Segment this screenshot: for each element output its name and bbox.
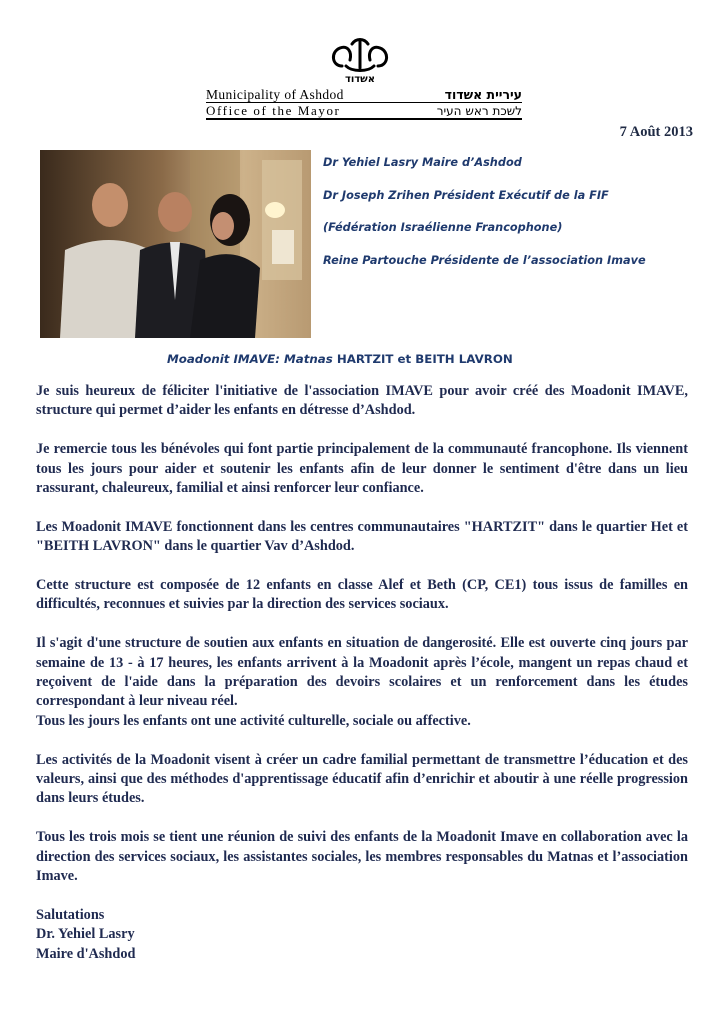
letterhead-line-mayor-office — [206, 103, 522, 120]
municipality-he: עיריית אשדוד — [444, 87, 522, 102]
body-paragraph: Tous les trois mois se tient une réunion de suivi des enfants de la Moadonit Imave en collaboration avec la direction des services sociaux, les assistantes sociales, les membres responsables du Matnas et l’association Imave. — [36, 829, 688, 885]
recipient-line: Dr Joseph Zrihen Président Exécutif de la FIF — [323, 188, 609, 202]
signer-title: Maire d'Ashdod — [36, 945, 136, 962]
signer-name: Dr. Yehiel Lasry — [36, 926, 135, 943]
municipality-en: Municipality of Ashdod — [206, 87, 344, 102]
signature-block — [36, 906, 688, 964]
logo-hebrew-text: אשדוד — [344, 74, 376, 84]
mayor-office-en: Office of the Mayor — [206, 103, 341, 118]
body-paragraph: Les Moadonit IMAVE fonctionnent dans les centres communautaires "HARTZIT" dans le quartier Het et "BEITH LAVRON" dans le quartier Vav d’Ashdod. — [36, 518, 688, 555]
body-paragraph: Je remercie tous les bénévoles qui font partie principalement de la communauté francophone. Ils viennent tous les jours pour aider et soutenir les enfants afin de leur donner le sentiment d'être dans un lieu rassurant, chaleureux, familial et ainsi renforcer leur confiance. — [36, 441, 688, 497]
recipient-line: (Fédération Israélienne Francophone) — [323, 221, 563, 234]
subject-part-1: Moadonit IMAVE: Matnas — [167, 352, 333, 366]
letter-subject — [167, 352, 513, 366]
mayor-office-he: לשכת ראש העיר — [436, 104, 522, 118]
recipient-line: Reine Partouche Présidente de l’association Imave — [323, 253, 646, 267]
salutation: Salutations — [36, 906, 105, 923]
recipient-line: Dr Yehiel Lasry Maire d’Ashdod — [323, 156, 522, 169]
letter-date: 7 Août 2013 — [619, 124, 693, 140]
body-paragraph: Je suis heureux de féliciter l'initiative de l'association IMAVE pour avoir créé des Moadonit IMAVE, structure qui permet d’aider les enfants en détresse d’Ashdod. — [36, 383, 688, 419]
body-paragraph: Tous les jours les enfants ont une activité culturelle, sociale ou affective. — [36, 712, 471, 729]
body-paragraph: Cette structure est composée de 12 enfants en classe Alef et Beth (CP, CE1) tous issus de familles en difficultés, reconnues et suivies par la direction des services sociaux. — [36, 577, 688, 613]
event-photo — [40, 150, 311, 338]
subject-part-2: HARTZIT et BEITH LAVRON — [332, 352, 513, 366]
letter-body — [36, 382, 688, 964]
body-paragraph: Les activités de la Moadonit visent à créer un cadre familial permettant de transmettre l’éducation et des valeurs, ainsi que des méthodes d'apprentissage éducatif afin d’enrichir et aboutir à une réelle progression dans leurs études. — [36, 751, 688, 807]
ashdod-logo — [322, 36, 398, 84]
letterhead-line-municipality — [206, 87, 522, 103]
recipient-list — [323, 156, 693, 286]
body-paragraph: Il s'agit d'une structure de soutien aux enfants en situation de dangerosité. Elle est ouverte cinq jours par semaine de 13 - à 17 heures, les enfants arrivent à la Moadonit après l’école, mangent un repas chaud et reçoivent de l'aide dans la préparation des devoirs scolaires et un renforcement dans les études correspondant à leur niveau réel. — [36, 635, 688, 710]
